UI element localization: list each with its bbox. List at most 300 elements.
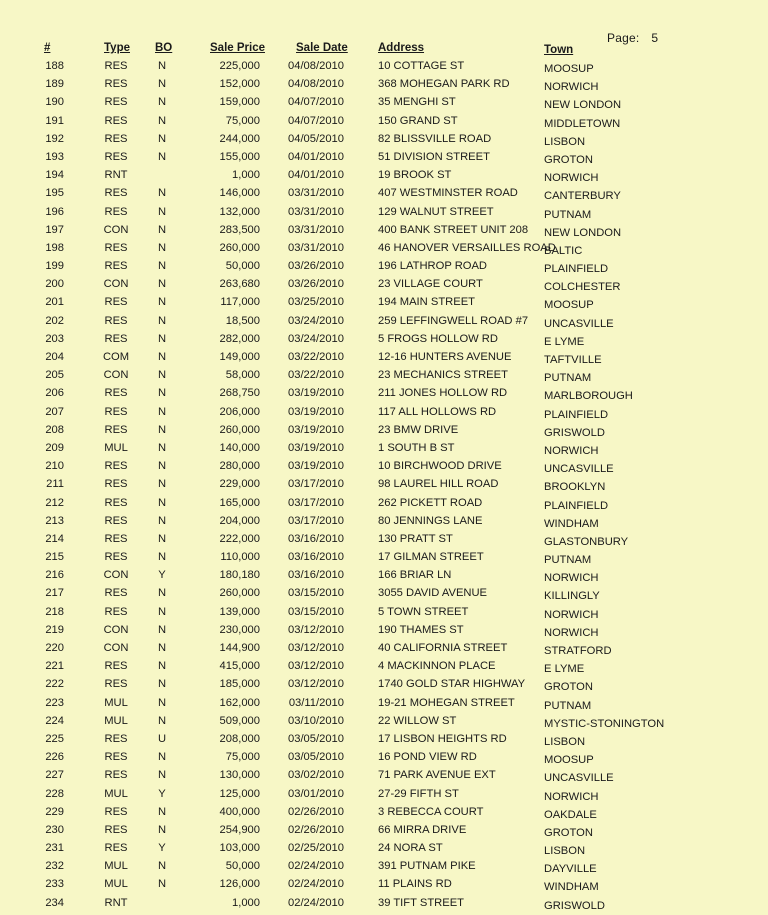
sale-date-cell: 02/26/2010	[288, 805, 344, 818]
sale-date-cell: 02/24/2010	[288, 860, 344, 873]
address-cell: 80 JENNINGS LANE	[378, 514, 483, 527]
table-row	[0, 185, 768, 203]
bo-flag-cell: N	[157, 296, 167, 309]
bo-flag-cell: N	[157, 878, 167, 891]
sale-price-cell: 244,000	[219, 132, 260, 145]
row-number-cell: 194	[45, 169, 64, 182]
town-cell: WINDHAM	[544, 881, 599, 894]
property-type-cell: RES	[104, 96, 128, 109]
address-cell: 39 TIFT STREET	[378, 896, 464, 909]
row-number-cell: 198	[45, 241, 64, 254]
sale-date-cell: 03/15/2010	[288, 605, 344, 618]
address-cell: 5 TOWN STREET	[378, 605, 469, 618]
town-cell: GROTON	[544, 153, 593, 166]
table-row	[0, 513, 768, 531]
bo-flag-cell: N	[157, 96, 167, 109]
sale-date-cell: 03/19/2010	[288, 423, 344, 436]
town-cell: PUTNAM	[544, 554, 592, 567]
property-type-cell: RES	[104, 751, 128, 764]
bo-flag-cell: N	[157, 78, 167, 91]
row-number-cell: 222	[45, 678, 64, 691]
sale-price-cell: 50,000	[225, 860, 260, 873]
bo-flag-cell: Y	[158, 787, 166, 800]
bo-flag-cell: N	[157, 860, 167, 873]
property-type-cell: MUL	[104, 696, 128, 709]
table-row	[0, 240, 768, 258]
bo-flag-cell: N	[157, 514, 167, 527]
table-row	[0, 858, 768, 876]
row-number-cell: 192	[45, 132, 64, 145]
table-row	[0, 349, 768, 367]
town-cell: STRATFORD	[544, 645, 612, 657]
row-number-cell: 231	[45, 842, 64, 855]
table-row	[0, 440, 768, 458]
bo-flag-cell: N	[157, 314, 167, 327]
sale-price-cell: 206,000	[219, 405, 260, 418]
table-row	[0, 767, 768, 785]
row-number-cell: 209	[45, 441, 64, 454]
sale-date-cell: 04/01/2010	[288, 150, 344, 163]
sale-price-cell: 1,000	[232, 896, 260, 909]
town-cell: NORWICH	[544, 81, 599, 94]
town-cell: E LYME	[544, 335, 585, 348]
row-number-cell: 202	[45, 314, 64, 327]
row-number-cell: 196	[45, 205, 64, 218]
property-type-cell: CON	[103, 642, 129, 654]
town-cell: BROOKLYN	[544, 481, 606, 494]
bo-flag-cell: N	[157, 114, 167, 127]
address-cell: 4 MACKINNON PLACE	[378, 660, 496, 673]
sale-date-cell: 03/25/2010	[288, 296, 344, 309]
sale-price-cell: 180,180	[219, 569, 260, 582]
table-row	[0, 840, 768, 858]
property-type-cell: RES	[104, 551, 128, 564]
row-number-cell: 227	[45, 769, 64, 782]
sale-date-cell: 03/16/2010	[288, 569, 344, 582]
sale-price-cell: 185,000	[219, 678, 260, 691]
table-row	[0, 713, 768, 731]
address-cell: 3055 DAVID AVENUE	[378, 587, 488, 600]
sale-price-cell: 1,000	[232, 169, 260, 182]
row-number-cell: 204	[45, 351, 64, 363]
property-type-cell: CON	[103, 369, 129, 382]
row-number-cell: 189	[45, 78, 64, 91]
table-row	[0, 294, 768, 312]
sale-date-cell: 03/31/2010	[288, 187, 344, 200]
property-type-cell: RES	[104, 605, 128, 618]
header-town: Town	[544, 44, 574, 56]
bo-flag-cell: N	[157, 805, 167, 818]
sale-price-cell: 125,000	[219, 787, 260, 800]
property-type-cell: RES	[104, 532, 128, 545]
sale-date-cell: 04/07/2010	[288, 96, 344, 109]
row-number-cell: 215	[45, 551, 64, 564]
town-cell: PLAINFIELD	[544, 499, 609, 512]
sale-date-cell: 03/31/2010	[288, 223, 344, 236]
row-number-cell: 230	[45, 823, 64, 836]
bo-flag-cell: N	[157, 132, 167, 145]
row-number-cell: 211	[46, 478, 64, 491]
sale-price-cell: 126,000	[219, 878, 260, 891]
address-cell: 130 PRATT ST	[378, 532, 453, 545]
row-number-cell: 208	[45, 423, 64, 436]
sale-date-cell: 03/17/2010	[288, 478, 344, 491]
sale-price-cell: 130,000	[219, 769, 260, 782]
sale-date-cell: 03/31/2010	[288, 205, 344, 218]
town-cell: MOOSUP	[544, 754, 594, 767]
row-number-cell: 229	[45, 805, 64, 818]
sale-price-cell: 283,500	[219, 223, 260, 236]
address-cell: 1 SOUTH B ST	[378, 441, 455, 454]
property-type-cell: RES	[104, 823, 128, 836]
page-number: 5	[651, 31, 659, 45]
table-row	[0, 531, 768, 549]
town-cell: LISBON	[544, 135, 586, 148]
sale-price-cell: 400,000	[219, 805, 260, 818]
town-cell: NORWICH	[544, 444, 599, 457]
bo-flag-cell: N	[157, 423, 167, 436]
address-cell: 259 LEFFINGWELL ROAD #7	[378, 314, 529, 327]
town-cell: GRISWOLD	[544, 899, 605, 912]
address-cell: 23 VILLAGE COURT	[378, 278, 483, 291]
property-type-cell: RES	[104, 150, 128, 163]
row-number-cell: 220	[45, 642, 64, 654]
sale-date-cell: 03/16/2010	[288, 532, 344, 545]
address-cell: 35 MENGHI ST	[378, 96, 456, 109]
table-row	[0, 658, 768, 676]
property-type-cell: RES	[104, 60, 128, 72]
property-type-cell: CON	[103, 278, 129, 291]
sale-date-cell: 03/17/2010	[288, 514, 344, 527]
table-row	[0, 749, 768, 767]
bo-flag-cell: N	[157, 751, 167, 764]
town-cell: LISBON	[544, 735, 586, 748]
sale-price-cell: 415,000	[219, 660, 260, 673]
property-type-cell: RNT	[104, 896, 128, 909]
row-number-cell: 191	[45, 114, 64, 127]
table-row	[0, 731, 768, 749]
sale-date-cell: 03/02/2010	[288, 769, 344, 782]
header-sale-date: Sale Date	[296, 42, 348, 54]
table-row	[0, 822, 768, 840]
sale-date-cell: 04/05/2010	[288, 132, 344, 145]
property-type-cell: MUL	[104, 860, 128, 873]
address-cell: 10 BIRCHWOOD DRIVE	[378, 460, 502, 473]
sale-price-cell: 204,000	[219, 514, 260, 527]
sale-price-cell: 152,000	[219, 78, 260, 91]
address-cell: 82 BLISSVILLE ROAD	[378, 132, 492, 145]
row-number-cell: 203	[45, 332, 64, 345]
bo-flag-cell: N	[157, 496, 167, 509]
address-cell: 400 BANK STREET UNIT 208	[378, 223, 529, 236]
bo-flag-cell: N	[157, 441, 167, 454]
address-cell: 66 MIRRA DRIVE	[378, 823, 467, 836]
sale-price-cell: 254,900	[219, 823, 260, 836]
town-cell: UNCASVILLE	[544, 463, 614, 476]
row-number-cell: 199	[45, 260, 64, 273]
property-type-cell: RES	[104, 114, 128, 127]
sale-date-cell: 02/26/2010	[288, 823, 344, 836]
row-number-cell: 228	[45, 787, 64, 800]
sale-price-cell: 509,000	[219, 714, 260, 727]
sale-price-cell: 149,000	[219, 351, 260, 363]
town-cell: GLASTONBURY	[544, 535, 629, 548]
sale-date-cell: 03/24/2010	[288, 314, 344, 327]
table-row	[0, 94, 768, 112]
table-row	[0, 585, 768, 603]
sale-price-cell: 146,000	[219, 187, 260, 200]
property-type-cell: COM	[102, 351, 130, 363]
address-cell: 1740 GOLD STAR HIGHWAY	[378, 678, 526, 691]
table-row	[0, 640, 768, 658]
town-cell: CANTERBURY	[544, 190, 621, 203]
table-row	[0, 331, 768, 349]
table-row	[0, 113, 768, 131]
table-row	[0, 58, 768, 76]
sale-price-cell: 260,000	[219, 587, 260, 600]
table-row	[0, 895, 768, 913]
address-cell: 262 PICKETT ROAD	[378, 496, 483, 509]
sale-price-cell: 132,000	[219, 205, 260, 218]
row-number-cell: 219	[45, 623, 64, 636]
town-cell: OAKDALE	[544, 808, 597, 821]
town-cell: NEW LONDON	[544, 99, 622, 112]
address-cell: 129 WALNUT STREET	[378, 205, 494, 218]
bo-flag-cell: N	[157, 351, 167, 363]
table-row	[0, 204, 768, 222]
row-number-cell: 218	[45, 605, 64, 618]
property-type-cell: RES	[104, 296, 128, 309]
town-cell: PLAINFIELD	[544, 263, 609, 276]
sale-price-cell: 18,500	[225, 314, 260, 327]
table-row	[0, 786, 768, 804]
sale-price-cell: 103,000	[219, 842, 260, 855]
bo-flag-cell: N	[157, 369, 167, 382]
sale-price-cell: 229,000	[219, 478, 260, 491]
town-cell: NORWICH	[544, 626, 599, 639]
town-cell: E LYME	[544, 663, 585, 676]
bo-flag-cell: N	[157, 587, 167, 600]
table-row	[0, 622, 768, 640]
property-type-cell: RES	[104, 132, 128, 145]
property-type-cell: RES	[104, 842, 128, 855]
row-number-cell: 200	[45, 278, 64, 291]
address-cell: 190 THAMES ST	[378, 623, 464, 636]
address-cell: 391 PUTNAM PIKE	[378, 860, 476, 873]
property-type-cell: RES	[104, 314, 128, 327]
town-cell: NEW LONDON	[544, 226, 622, 239]
address-cell: 22 WILLOW ST	[378, 714, 457, 727]
table-row	[0, 385, 768, 403]
bo-flag-cell: N	[157, 260, 167, 273]
table-header	[0, 42, 768, 58]
address-cell: 23 MECHANICS STREET	[378, 369, 508, 382]
table-row	[0, 804, 768, 822]
sale-date-cell: 04/07/2010	[288, 114, 344, 127]
address-cell: 17 LISBON HEIGHTS RD	[378, 732, 507, 745]
bo-flag-cell: N	[157, 387, 167, 400]
sale-date-cell: 03/15/2010	[288, 587, 344, 600]
address-cell: 211 JONES HOLLOW RD	[378, 387, 508, 400]
sale-price-cell: 260,000	[219, 241, 260, 254]
town-cell: GROTON	[544, 826, 593, 839]
header-type: Type	[104, 42, 130, 54]
property-type-cell: RES	[104, 187, 128, 200]
sale-price-cell: 50,000	[225, 260, 260, 273]
row-number-cell: 212	[45, 496, 64, 509]
sale-price-cell: 225,000	[219, 60, 260, 72]
bo-flag-cell: N	[157, 769, 167, 782]
address-cell: 40 CALIFORNIA STREET	[378, 642, 508, 654]
sale-price-cell: 162,000	[219, 696, 260, 709]
address-cell: 10 COTTAGE ST	[378, 60, 465, 72]
row-number-cell: 233	[45, 878, 64, 891]
row-number-cell: 232	[45, 860, 64, 873]
table-row	[0, 695, 768, 713]
row-number-cell: 206	[45, 387, 64, 400]
sale-price-cell: 75,000	[225, 751, 260, 764]
town-cell: GRISWOLD	[544, 426, 605, 439]
row-number-cell: 225	[45, 732, 64, 745]
table-row	[0, 404, 768, 422]
sale-date-cell: 04/01/2010	[288, 169, 344, 182]
bo-flag-cell: N	[157, 332, 167, 345]
property-type-cell: RES	[104, 478, 128, 491]
sale-date-cell: 02/25/2010	[288, 842, 344, 855]
sale-date-cell: 03/19/2010	[288, 405, 344, 418]
town-cell: NORWICH	[544, 608, 599, 621]
bo-flag-cell: U	[157, 732, 167, 745]
sales-table-body	[0, 58, 768, 913]
row-number-cell: 214	[45, 532, 64, 545]
town-cell: PUTNAM	[544, 372, 592, 385]
address-cell: 12-16 HUNTERS AVENUE	[378, 351, 512, 363]
town-cell: UNCASVILLE	[544, 317, 614, 330]
sale-date-cell: 03/05/2010	[288, 732, 344, 745]
bo-flag-cell: N	[157, 460, 167, 473]
property-type-cell: RES	[104, 678, 128, 691]
property-type-cell: MUL	[104, 878, 128, 891]
property-type-cell: MUL	[104, 441, 128, 454]
sale-date-cell: 03/10/2010	[288, 714, 344, 727]
bo-flag-cell: N	[157, 551, 167, 564]
sale-price-cell: 140,000	[219, 441, 260, 454]
row-number-cell: 193	[45, 150, 64, 163]
sale-price-cell: 155,000	[219, 150, 260, 163]
address-cell: 166 BRIAR LN	[378, 569, 452, 582]
property-type-cell: CON	[103, 623, 129, 636]
sale-date-cell: 03/16/2010	[288, 551, 344, 564]
address-cell: 194 MAIN STREET	[378, 296, 475, 309]
bo-flag-cell: N	[157, 150, 167, 163]
address-cell: 23 BMW DRIVE	[378, 423, 459, 436]
property-type-cell: CON	[103, 223, 129, 236]
town-cell: PUTNAM	[544, 208, 592, 221]
address-cell: 16 POND VIEW RD	[378, 751, 477, 764]
address-cell: 150 GRAND ST	[378, 114, 458, 127]
property-type-cell: RES	[104, 460, 128, 473]
table-row	[0, 458, 768, 476]
table-row	[0, 149, 768, 167]
sale-price-cell: 222,000	[219, 532, 260, 545]
header-bo: BO	[155, 42, 173, 54]
bo-flag-cell: N	[157, 714, 167, 727]
address-cell: 11 PLAINS RD	[378, 878, 452, 891]
town-cell: LISBON	[544, 845, 586, 858]
address-cell: 51 DIVISION STREET	[378, 150, 490, 163]
table-row	[0, 276, 768, 294]
address-cell: 27-29 FIFTH ST	[378, 787, 459, 800]
row-number-cell: 201	[45, 296, 64, 309]
sale-price-cell: 208,000	[219, 732, 260, 745]
sale-date-cell: 03/12/2010	[288, 660, 344, 673]
address-cell: 117 ALL HOLLOWS RD	[378, 405, 497, 418]
table-row	[0, 567, 768, 585]
table-row	[0, 604, 768, 622]
header-address: Address	[378, 42, 425, 54]
bo-flag-cell: N	[157, 605, 167, 618]
row-number-cell: 207	[45, 405, 64, 418]
sale-date-cell: 03/17/2010	[288, 496, 344, 509]
table-row	[0, 476, 768, 494]
property-type-cell: RES	[104, 241, 128, 254]
table-row	[0, 222, 768, 240]
row-number-cell: 221	[45, 660, 64, 673]
property-type-cell: RES	[104, 496, 128, 509]
bo-flag-cell: N	[157, 660, 167, 673]
bo-flag-cell: N	[157, 478, 167, 491]
sale-price-cell: 117,000	[220, 296, 260, 309]
sale-price-cell: 110,000	[220, 551, 260, 564]
town-cell: NORWICH	[544, 572, 599, 585]
row-number-cell: 195	[45, 187, 64, 200]
town-cell: KILLINGLY	[544, 590, 600, 603]
bo-flag-cell: N	[157, 60, 167, 72]
table-row	[0, 876, 768, 894]
address-cell: 3 REBECCA COURT	[378, 805, 484, 818]
row-number-cell: 197	[45, 223, 64, 236]
address-cell: 24 NORA ST	[378, 842, 443, 855]
sale-price-cell: 282,000	[219, 332, 260, 345]
table-row	[0, 367, 768, 385]
table-row	[0, 258, 768, 276]
sale-date-cell: 03/26/2010	[288, 260, 344, 273]
town-cell: NORWICH	[544, 790, 599, 803]
property-type-cell: CON	[103, 569, 129, 582]
row-number-cell: 217	[45, 587, 64, 600]
sale-price-cell: 260,000	[219, 423, 260, 436]
header-sale-price: Sale Price	[210, 42, 265, 54]
sale-date-cell: 03/19/2010	[288, 441, 344, 454]
sale-date-cell: 03/22/2010	[288, 351, 344, 363]
bo-flag-cell: N	[157, 678, 167, 691]
sale-date-cell: 03/05/2010	[288, 751, 344, 764]
sale-date-cell: 03/19/2010	[288, 387, 344, 400]
table-row	[0, 495, 768, 513]
sale-date-cell: 03/22/2010	[288, 369, 344, 382]
town-cell: MARLBOROUGH	[544, 390, 633, 403]
sale-date-cell: 02/24/2010	[288, 896, 344, 909]
sale-date-cell: 03/19/2010	[288, 460, 344, 473]
property-type-cell: RES	[104, 660, 128, 673]
bo-flag-cell: Y	[158, 569, 166, 582]
address-cell: 368 MOHEGAN PARK RD	[378, 78, 510, 91]
sale-date-cell: 04/08/2010	[288, 78, 344, 91]
sale-price-cell: 263,680	[219, 278, 260, 291]
town-cell: UNCASVILLE	[544, 772, 614, 785]
town-cell: PUTNAM	[544, 699, 592, 712]
address-cell: 71 PARK AVENUE EXT	[378, 769, 496, 782]
